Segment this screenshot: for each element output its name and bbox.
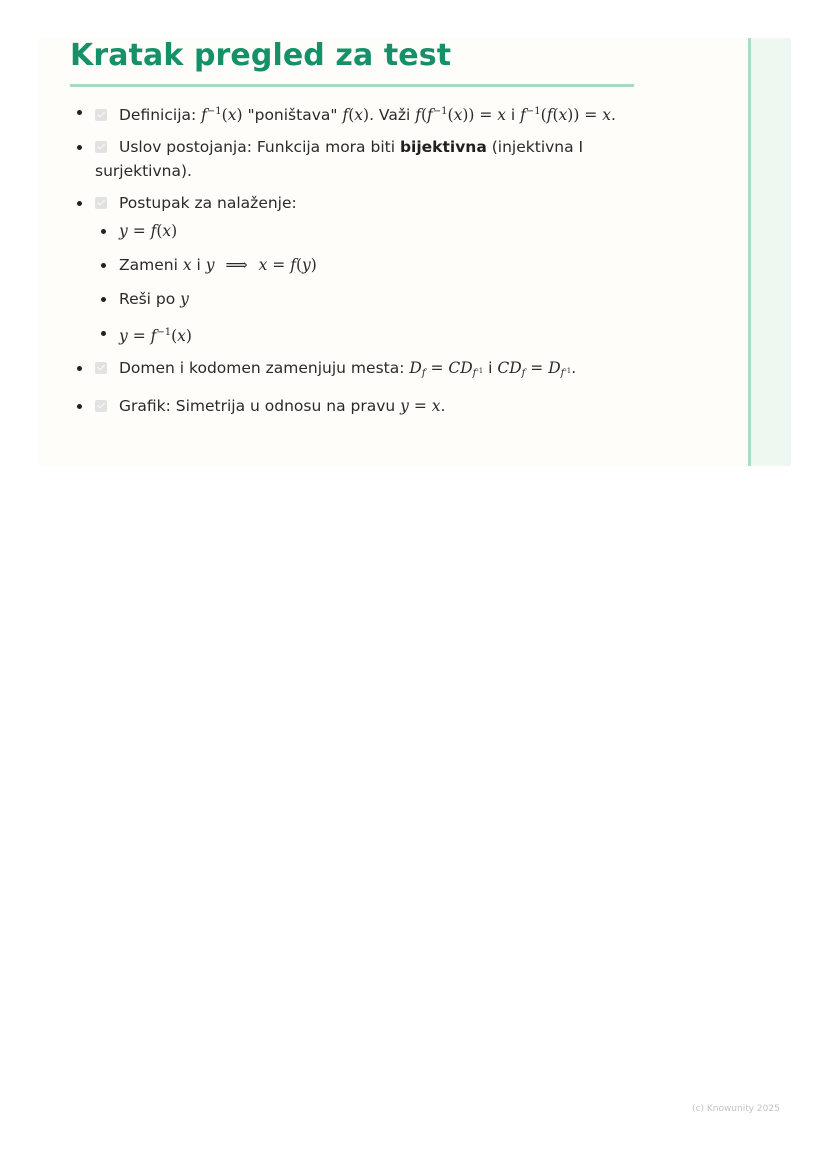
step-text: Zameni	[119, 256, 183, 274]
item-text: (injektivna I surjektivna).	[95, 138, 584, 180]
step-text: i	[191, 256, 206, 274]
copyright-footer: (c) Knowunity 2025	[692, 1104, 780, 1114]
item-text: "poništava"	[242, 106, 343, 124]
math-domain-1: $D_f = CD_{f^{-1}}$	[409, 359, 484, 379]
step-item	[99, 253, 676, 277]
math-inverse: $f^{-1}(x)$	[201, 106, 243, 124]
math-swap: x = f(y)	[258, 256, 317, 274]
summary-list	[76, 100, 676, 426]
checkbox-icon[interactable]	[95, 141, 107, 153]
page-title: Kratak pregled za test	[70, 38, 452, 73]
item-label: Postupak za nalaženje:	[119, 194, 297, 212]
list-item-procedure	[76, 191, 676, 348]
item-text: i	[506, 106, 521, 124]
side-panel	[748, 38, 791, 466]
item-text: . Važi	[369, 106, 416, 124]
item-label: Uslov postojanja: Funkcija mora biti	[119, 138, 400, 156]
list-item-graph	[76, 394, 676, 418]
item-label: Definicija:	[119, 106, 197, 124]
item-text: .	[440, 397, 446, 415]
math-var-y: y	[180, 290, 189, 308]
implies-arrow-icon: ⟹	[225, 256, 248, 274]
step-item	[99, 219, 676, 243]
math-step-4: $y = f^{-1}(x)$	[119, 327, 192, 345]
item-text: i	[483, 359, 498, 377]
step-text: Reši po	[119, 290, 181, 308]
item-text: .	[610, 106, 616, 124]
item-label: Grafik: Simetrija u odnosu na pravu	[119, 397, 401, 415]
math-fx: f(x)	[342, 106, 370, 124]
list-item-domain	[76, 356, 676, 386]
math-step-1: y = f(x)	[119, 222, 178, 240]
checkbox-icon[interactable]	[95, 400, 107, 412]
math-var-y: y	[205, 256, 215, 274]
step-item	[99, 321, 676, 348]
step-item	[99, 287, 676, 311]
math-line: y = x	[400, 397, 441, 415]
checkbox-icon[interactable]	[95, 109, 107, 121]
procedure-steps	[99, 219, 676, 348]
math-var-x: x	[182, 256, 192, 274]
title-underline	[70, 84, 634, 87]
item-text: .	[571, 359, 577, 377]
math-identity-2: $f^{-1}(f(x)) = x$	[520, 106, 611, 124]
checkbox-icon[interactable]	[95, 197, 107, 209]
list-item-condition	[76, 135, 676, 183]
math-domain-2: $CD_f = D_{f^{-1}}$	[497, 359, 572, 379]
item-label: Domen i kodomen zamenjuju mesta:	[119, 359, 405, 377]
list-item-definition	[76, 100, 676, 127]
item-bold-term: bijektivna	[399, 138, 487, 156]
checkbox-icon[interactable]	[95, 362, 107, 374]
math-identity-1: $f(f^{-1}(x)) = x$	[415, 106, 506, 124]
